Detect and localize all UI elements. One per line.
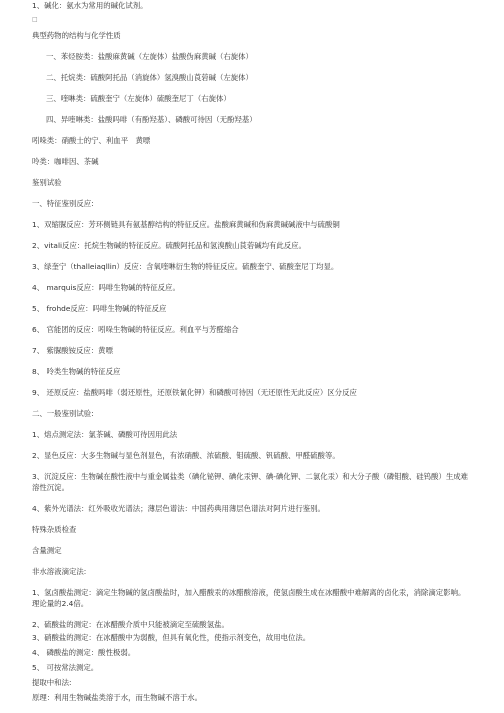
doc-line: 4、 marquis反应：吗啡生物碱的特征反应。 [32,283,180,292]
doc-line: 6、 官能团的反应：吲哚生物碱的特征反应。利血平与芳醛缩合 [32,325,239,334]
doc-line: 5、 frohde反应：吗啡生物碱的特征反应 [32,304,167,313]
doc-line: 3、硝酸盐的测定：在冰醋酸中为弱酸，但具有氧化性，使指示剂变色，故用电位法。 [32,633,311,642]
doc-line: 3、绿奎宁（thalleiaqllin）反应：含氧喹啉衍生物的特征反应。硫酸奎宁、硫酸奎尼丁均显。 [32,262,339,271]
section-heading: 含量测定 [32,546,62,555]
doc-line: 4、 磷酸盐的测定：酸性极弱。 [32,648,136,657]
doc-line: 吲哚类：硝酸士的宁、利血平 黄嘌 [32,136,151,145]
doc-line: 提取中和法: [32,678,72,687]
section-heading: 鉴别试验 [32,178,62,187]
doc-line: 4、紫外光谱法：红外吸收光谱法；薄层色谱法：中国药典用薄层色谱法对阿片进行鉴别。 [32,504,325,513]
doc-line: 2、vitali反应：托烷生物碱的特征反应。硫酸阿托品和氢溴酸山莨菪碱均有此反应。 [32,241,306,250]
doc-line: 四、异喹啉类：盐酸吗啡（有酚羟基）、磷酸可待因（无酚羟基） [46,115,257,124]
doc-line: 9、 还原反应：盐酸吗啡（弱还原性，还原铁氰化钾）和磷酸可待因（无还原性无此反应）区分反应 [32,388,357,397]
doc-line: 5、 可按常法测定。 [32,663,99,672]
doc-line: 二、一般鉴别试验: [32,409,94,418]
doc-paragraph: 3、沉淀反应：生物碱在酸性液中与重金属盐类（碘化铋钾、碘化汞钾、碘-碘化钾、二氯化汞）和大分子酸（磷钼酸、硅钨酸）生成难溶性沉淀。 [32,472,469,492]
doc-line: 二、托烷类：硫酸阿托品（消旋体）氢溴酸山莨菪碱（左旋体） [46,73,253,82]
doc-line: 1、熔点测定法：氯茶碱、磷酸可待因用此法 [32,430,178,439]
doc-line: 三、喹啉类：硫酸奎宁（左旋体）硫酸奎尼丁（右旋体） [46,94,231,103]
doc-line: 2、显色反应：大多生物碱与显色剂显色，有浓硝酸、浓硫酸、钼硫酸、钒硫酸、甲醛硫酸等。 [32,451,340,460]
doc-title: 典型药物的结构与化学性质 [32,31,121,40]
doc-line: 1、双缩脲反应：芳环侧链具有氨基醇结构的特征反应。盐酸麻黄碱和伪麻黄碱碱液中与硫酸铜 [32,220,340,229]
doc-line: 2、硫酸盐的测定：在冰醋酸介质中只能被滴定至硫酸氢盐。 [32,620,229,629]
doc-line: 非水溶液滴定法: [32,567,87,576]
doc-line: 一、特征鉴别反应: [32,199,94,208]
page-marker: □ [32,16,38,23]
doc-line: 1、碱化：氨水为常用的碱化试剂。 [32,1,148,10]
doc-paragraph: 1、氢卤酸盐测定：滴定生物碱的氢卤酸盐时，加入醋酸汞的冰醋酸溶液，使氢卤酸生成在冰醋酸中难解离的卤化汞，消除滴定影响。理论量的2.4倍。 [32,588,466,608]
doc-line: 8、 呤类生物碱的特征反应 [32,367,121,376]
doc-line: 7、 紫脲酸铵反应：黄嘌 [32,346,113,355]
doc-line: 一、苯烃胺类：盐酸麻黄碱（左旋体）盐酸伪麻黄碱（右旋体） [46,52,253,61]
doc-line: 呤类：咖啡因、茶碱 [32,157,99,166]
doc-line: 原理：利用生物碱盐类溶于水，而生物碱不溶于水。 [32,693,202,702]
section-heading: 特殊杂质检查 [32,525,77,534]
